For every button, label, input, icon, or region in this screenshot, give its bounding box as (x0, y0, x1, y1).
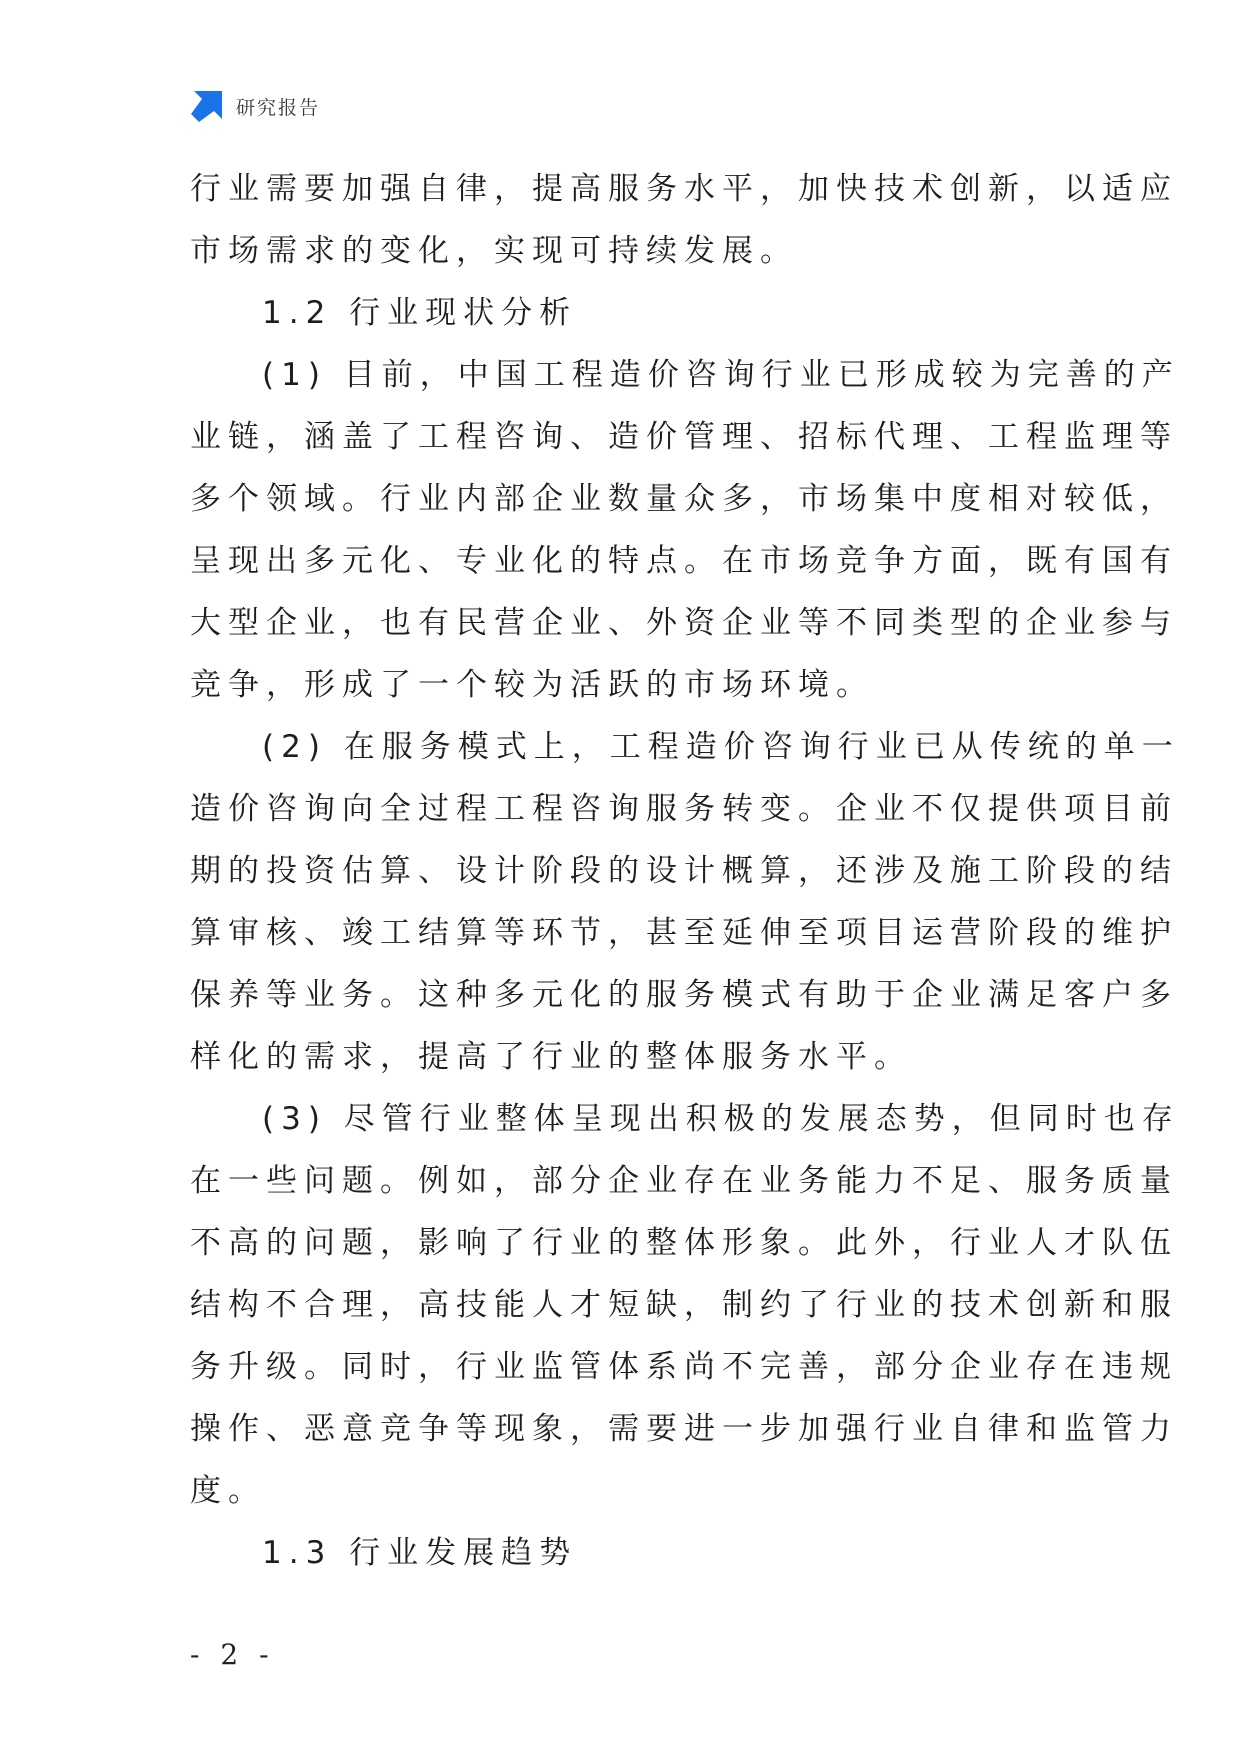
text-line: 期的投资估算、设计阶段的设计概算，还涉及施工阶段的结 (190, 853, 1178, 889)
text-line: 样化的需求，提高了行业的整体服务水平。 (190, 1039, 912, 1075)
text-line: 呈现出多元化、专业化的特点。在市场竞争方面，既有国有 (190, 543, 1178, 579)
header-title: 研究报告 (236, 96, 321, 119)
text-line: 市场需求的变化，实现可持续发展。 (190, 233, 798, 269)
paragraph-start-line: (2) 在服务模式上，工程造价咨询行业已从传统的单一 (262, 729, 1180, 765)
text-line: 不高的问题，影响了行业的整体形象。此外，行业人才队伍 (190, 1225, 1178, 1261)
text-line: 操作、恶意竞争等现象，需要进一步加强行业自律和监管力 (190, 1411, 1178, 1447)
text-line: 大型企业，也有民营企业、外资企业等不同类型的企业参与 (190, 605, 1178, 641)
text-line: 业链，涵盖了工程咨询、造价管理、招标代理、工程监理等 (190, 419, 1178, 455)
text-line: 行业需要加强自律，提高服务水平，加快技术创新，以适应 (190, 171, 1178, 207)
paragraph-start-line: (3) 尽管行业整体呈现出积极的发展态势，但同时也存 (262, 1101, 1180, 1137)
text-line: 结构不合理，高技能人才短缺，制约了行业的技术创新和服 (190, 1287, 1178, 1323)
document-body (190, 158, 1180, 1584)
text-line: 多个领域。行业内部企业数量众多，市场集中度相对较低， (190, 481, 1178, 517)
text-line: 保养等业务。这种多元化的服务模式有助于企业满足客户多 (190, 977, 1178, 1013)
paragraph-start-line: (1) 目前，中国工程造价咨询行业已形成较为完善的产 (262, 357, 1180, 393)
text-line: 造价咨询向全过程工程咨询服务转变。企业不仅提供项目前 (190, 791, 1178, 827)
section-heading: 1.3 行业发展趋势 (262, 1535, 578, 1571)
section-heading: 1.2 行业现状分析 (262, 295, 578, 331)
report-header (190, 88, 320, 124)
text-line: 务升级。同时，行业监管体系尚不完善，部分企业存在违规 (190, 1349, 1178, 1385)
text-line: 算审核、竣工结算等环节，甚至延伸至项目运营阶段的维护 (190, 915, 1178, 951)
arrow-up-right-icon (190, 89, 224, 123)
text-line: 竞争，形成了一个较为活跃的市场环境。 (190, 667, 874, 703)
text-line: 在一些问题。例如，部分企业存在业务能力不足、服务质量 (190, 1163, 1178, 1199)
page-number: - 2 - (190, 1638, 275, 1671)
text-line: 度。 (190, 1473, 266, 1509)
